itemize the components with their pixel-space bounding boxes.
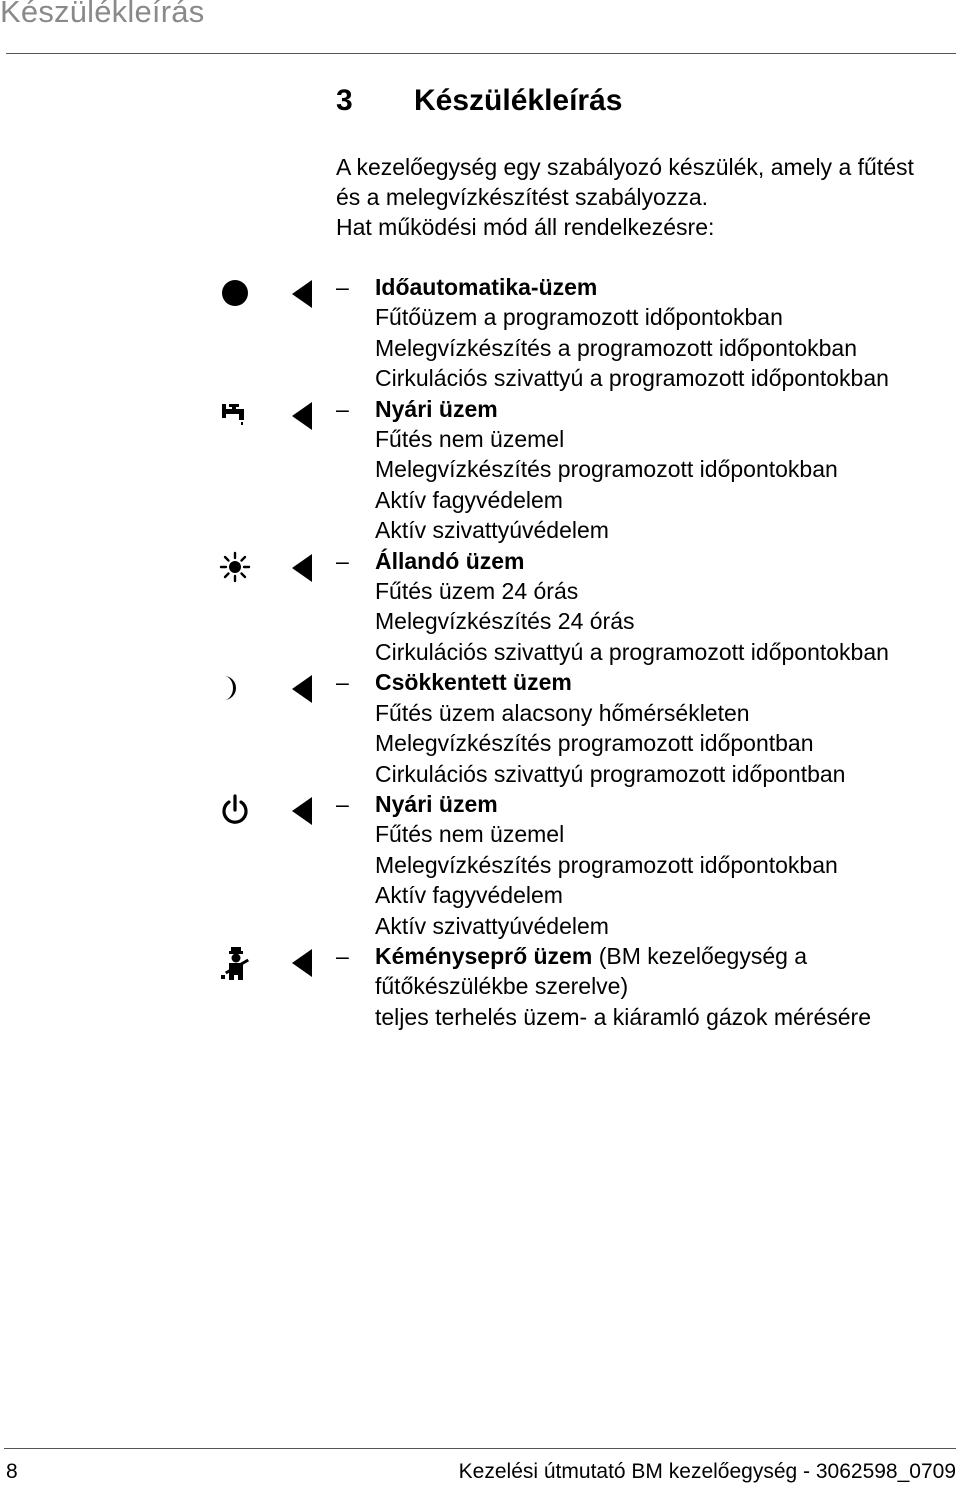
mode-name: Nyári üzem <box>375 395 498 422</box>
clock-auto-icon <box>220 278 250 306</box>
intro-line: Hat működési mód áll rendelkezésre: <box>336 214 715 240</box>
list-dash: – <box>336 395 349 422</box>
sun-icon <box>220 552 250 580</box>
mode-detail: Aktív szivattyúvédelem <box>375 517 609 544</box>
section-title <box>336 84 622 118</box>
intro-line: A kezelőegység egy szabályozó készülék, amely a fűtést <box>336 154 914 180</box>
list-dash: – <box>336 942 349 969</box>
selector-arrow-icon <box>290 675 314 703</box>
mode-list <box>0 272 960 1032</box>
section-title-text: Készülékleírás <box>414 84 623 117</box>
mode-detail: fűtőkészülékbe szerelve) <box>375 973 629 1000</box>
mode-detail: Cirkulációs szivattyú programozott időpontban <box>375 760 846 787</box>
moon-icon <box>220 673 250 701</box>
mode-name: Nyári üzem <box>375 790 498 817</box>
mode-item <box>0 789 960 941</box>
list-dash: – <box>336 790 349 817</box>
mode-detail: Fűtés üzem 24 órás <box>375 578 579 605</box>
running-head: Készülékleírás <box>0 0 205 29</box>
selector-arrow-icon <box>290 797 314 825</box>
power-icon <box>220 795 250 823</box>
mode-detail: Cirkulációs szivattyú a programozott időpontokban <box>375 365 889 392</box>
document-title: Kezelési útmutató BM kezelőegység - 3062598_0709 <box>458 1460 956 1483</box>
list-dash: – <box>336 274 349 300</box>
mode-detail: Aktív szivattyúvédelem <box>375 912 609 939</box>
tap-icon <box>220 400 250 428</box>
mode-item <box>0 272 960 394</box>
selector-arrow-icon <box>290 949 314 977</box>
mode-detail: Fűtés nem üzemel <box>375 426 565 453</box>
mode-item <box>0 394 960 546</box>
mode-name: Kéményseprő üzem <box>375 942 593 969</box>
mode-detail: Aktív fagyvédelem <box>375 882 563 909</box>
list-dash: – <box>336 669 349 696</box>
mode-detail: Melegvízkészítés programozott időpontban <box>375 730 814 757</box>
selector-arrow-icon <box>290 554 314 582</box>
intro-line: és a melegvízkészítést szabályozza. <box>336 184 708 210</box>
list-dash: – <box>336 547 349 574</box>
mode-name: Állandó üzem <box>375 547 525 574</box>
header-rule <box>6 53 956 54</box>
mode-detail: Melegvízkészítés programozott időpontokban <box>375 456 838 483</box>
mode-detail: Fűtőüzem a programozott időpontokban <box>375 304 783 331</box>
mode-detail: teljes terhelés üzem- a kiáramló gázok mérésére <box>375 1003 871 1030</box>
mode-name: Csökkentett üzem <box>375 669 572 696</box>
intro-paragraph <box>336 152 956 242</box>
mode-detail: Aktív fagyvédelem <box>375 486 563 513</box>
mode-item <box>0 941 960 1032</box>
mode-detail: Cirkulációs szivattyú a programozott időpontokban <box>375 638 889 665</box>
mode-detail: Melegvízkészítés a programozott időpontokban <box>375 334 857 361</box>
selector-arrow-icon <box>290 280 314 308</box>
mode-item <box>0 667 960 789</box>
mode-name-suffix: (BM kezelőegység a <box>592 942 808 969</box>
mode-item <box>0 546 960 668</box>
mode-detail: Melegvízkészítés 24 órás <box>375 608 635 635</box>
mode-detail: Fűtés nem üzemel <box>375 821 565 848</box>
mode-detail: Melegvízkészítés programozott időpontokban <box>375 851 838 878</box>
page-number: 8 <box>6 1460 18 1483</box>
chimney-sweep-icon <box>220 947 250 975</box>
mode-name: Időautomatika-üzem <box>375 274 598 300</box>
footer-rule <box>4 1448 956 1449</box>
mode-detail: Fűtés üzem alacsony hőmérsékleten <box>375 699 750 726</box>
section-number: 3 <box>336 84 353 117</box>
selector-arrow-icon <box>290 402 314 430</box>
